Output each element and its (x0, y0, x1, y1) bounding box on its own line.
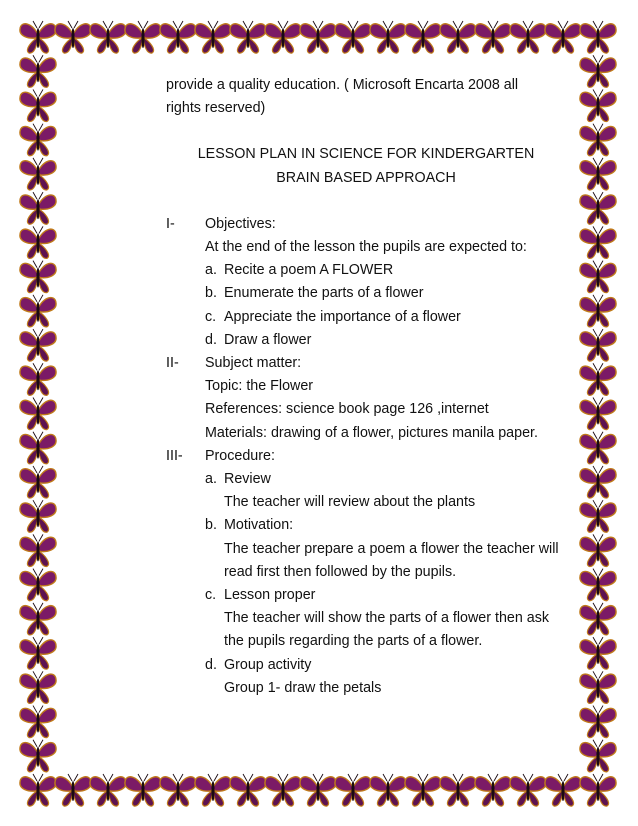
section-number: III- (166, 447, 183, 464)
butterfly-icon (20, 226, 56, 258)
item-letter: c. (205, 308, 217, 325)
butterfly-icon (20, 295, 56, 327)
procedure-item (205, 468, 566, 514)
butterfly-icon (580, 740, 616, 772)
item-label: Review (224, 471, 271, 488)
butterfly-icon (580, 295, 616, 327)
butterfly-icon (90, 774, 126, 806)
butterfly-icon (405, 774, 441, 806)
item-letter: a. (205, 262, 217, 279)
butterfly-icon (580, 706, 616, 738)
butterfly-icon (300, 21, 336, 53)
butterfly-icon (580, 89, 616, 121)
procedure-item (205, 584, 566, 654)
butterfly-icon (580, 432, 616, 464)
butterfly-icon (370, 774, 406, 806)
butterfly-icon (20, 329, 56, 361)
intro-line-1: provide a quality education. ( Microsoft Encarta 2008 all (166, 77, 519, 93)
butterfly-icon (580, 226, 616, 258)
butterfly-icon (55, 21, 91, 53)
butterfly-icon (580, 261, 616, 293)
butterfly-icon (580, 466, 616, 498)
section-heading: Subject matter: (205, 355, 302, 372)
butterfly-icon (160, 21, 196, 53)
butterfly-icon (90, 21, 126, 53)
butterfly-icon (230, 21, 266, 53)
references-line: References: science book page 126 ,internet (205, 401, 489, 418)
objective-item (205, 329, 566, 352)
objective-item (205, 282, 566, 305)
butterfly-icon (20, 398, 56, 430)
butterfly-icon (510, 774, 546, 806)
item-text: Appreciate the importance of a flower (224, 308, 461, 325)
section-subject-matter (166, 352, 566, 445)
butterfly-icon (580, 637, 616, 669)
item-text: Recite a poem A FLOWER (224, 262, 394, 279)
butterfly-icon (440, 774, 476, 806)
butterfly-icon (440, 21, 476, 53)
butterfly-icon (545, 21, 581, 53)
item-label: Lesson proper (224, 587, 316, 604)
butterfly-icon (335, 21, 371, 53)
title-line-1: LESSON PLAN IN SCIENCE FOR KINDERGARTEN (197, 146, 535, 163)
item-letter: b. (205, 285, 217, 302)
item-text: Enumerate the parts of a flower (224, 285, 424, 302)
item-text: Draw a flower (224, 331, 312, 348)
butterfly-icon (580, 329, 616, 361)
butterfly-icon (125, 774, 161, 806)
butterfly-icon (195, 21, 231, 53)
butterfly-icon (580, 21, 616, 53)
item-text: Group 1- draw the petals (224, 679, 382, 696)
item-text: The teacher will review about the plants (224, 494, 476, 511)
butterfly-icon (580, 774, 616, 806)
butterfly-icon (20, 55, 56, 87)
butterfly-icon (580, 363, 616, 395)
materials-line: Materials: drawing of a flower, pictures manila paper. (205, 424, 538, 441)
butterfly-icon (580, 500, 616, 532)
butterfly-icon (545, 774, 581, 806)
item-letter: c. (205, 587, 217, 604)
butterfly-icon (20, 671, 56, 703)
section-number: I- (166, 215, 175, 232)
objective-item (205, 259, 566, 282)
butterfly-icon (20, 637, 56, 669)
butterfly-icon (20, 706, 56, 738)
intro-line-2: rights reserved) (166, 100, 266, 117)
section-objectives (166, 213, 566, 352)
section-heading: Objectives: (205, 215, 276, 232)
butterfly-icon (20, 534, 56, 566)
item-letter: d. (205, 331, 217, 348)
item-label: Motivation: (224, 517, 294, 534)
butterfly-icon (20, 158, 56, 190)
butterfly-icon (195, 774, 231, 806)
butterfly-icon (55, 774, 91, 806)
item-text: The teacher prepare a poem a flower the teacher will read first then followed by the pupils. (224, 540, 559, 580)
section-heading: Procedure: (205, 447, 275, 464)
butterfly-icon (20, 261, 56, 293)
butterfly-icon (475, 774, 511, 806)
butterfly-icon (20, 603, 56, 635)
butterfly-icon (370, 21, 406, 53)
item-letter: a. (205, 471, 217, 488)
butterfly-icon (580, 192, 616, 224)
objectives-intro: At the end of the lesson the pupils are expected to: (205, 239, 527, 256)
butterfly-icon (20, 21, 56, 53)
butterfly-icon (125, 21, 161, 53)
butterfly-icon (20, 363, 56, 395)
procedure-item (205, 654, 566, 700)
butterfly-icon (265, 774, 301, 806)
butterfly-icon (230, 774, 266, 806)
butterfly-icon (580, 671, 616, 703)
butterfly-icon (20, 740, 56, 772)
butterfly-icon (20, 432, 56, 464)
butterfly-icon (580, 603, 616, 635)
title-line-2: BRAIN BASED APPROACH (276, 169, 456, 186)
butterfly-icon (510, 21, 546, 53)
item-letter: b. (205, 517, 217, 534)
butterfly-icon (405, 21, 441, 53)
butterfly-icon (20, 500, 56, 532)
topic-line: Topic: the Flower (205, 378, 314, 395)
butterfly-icon (580, 124, 616, 156)
butterfly-icon (580, 569, 616, 601)
butterfly-icon (580, 55, 616, 87)
section-number: II- (166, 355, 179, 372)
butterfly-icon (265, 21, 301, 53)
butterfly-icon (580, 534, 616, 566)
butterfly-icon (20, 774, 56, 806)
item-label: Group activity (224, 656, 312, 673)
butterfly-icon (475, 21, 511, 53)
butterfly-icon (160, 774, 196, 806)
procedure-item (205, 514, 566, 584)
butterfly-icon (335, 774, 371, 806)
section-procedure (166, 445, 566, 700)
butterfly-icon (300, 774, 336, 806)
item-letter: d. (205, 656, 217, 673)
butterfly-icon (580, 158, 616, 190)
butterfly-icon (20, 124, 56, 156)
butterfly-icon (20, 569, 56, 601)
butterfly-icon (580, 398, 616, 430)
butterfly-icon (20, 466, 56, 498)
lesson-plan-document (166, 74, 566, 700)
butterfly-icon (20, 89, 56, 121)
butterfly-icon (20, 192, 56, 224)
item-text: The teacher will show the parts of a flower then ask the pupils regarding the parts of a flower. (224, 610, 550, 650)
objective-item (205, 306, 566, 329)
